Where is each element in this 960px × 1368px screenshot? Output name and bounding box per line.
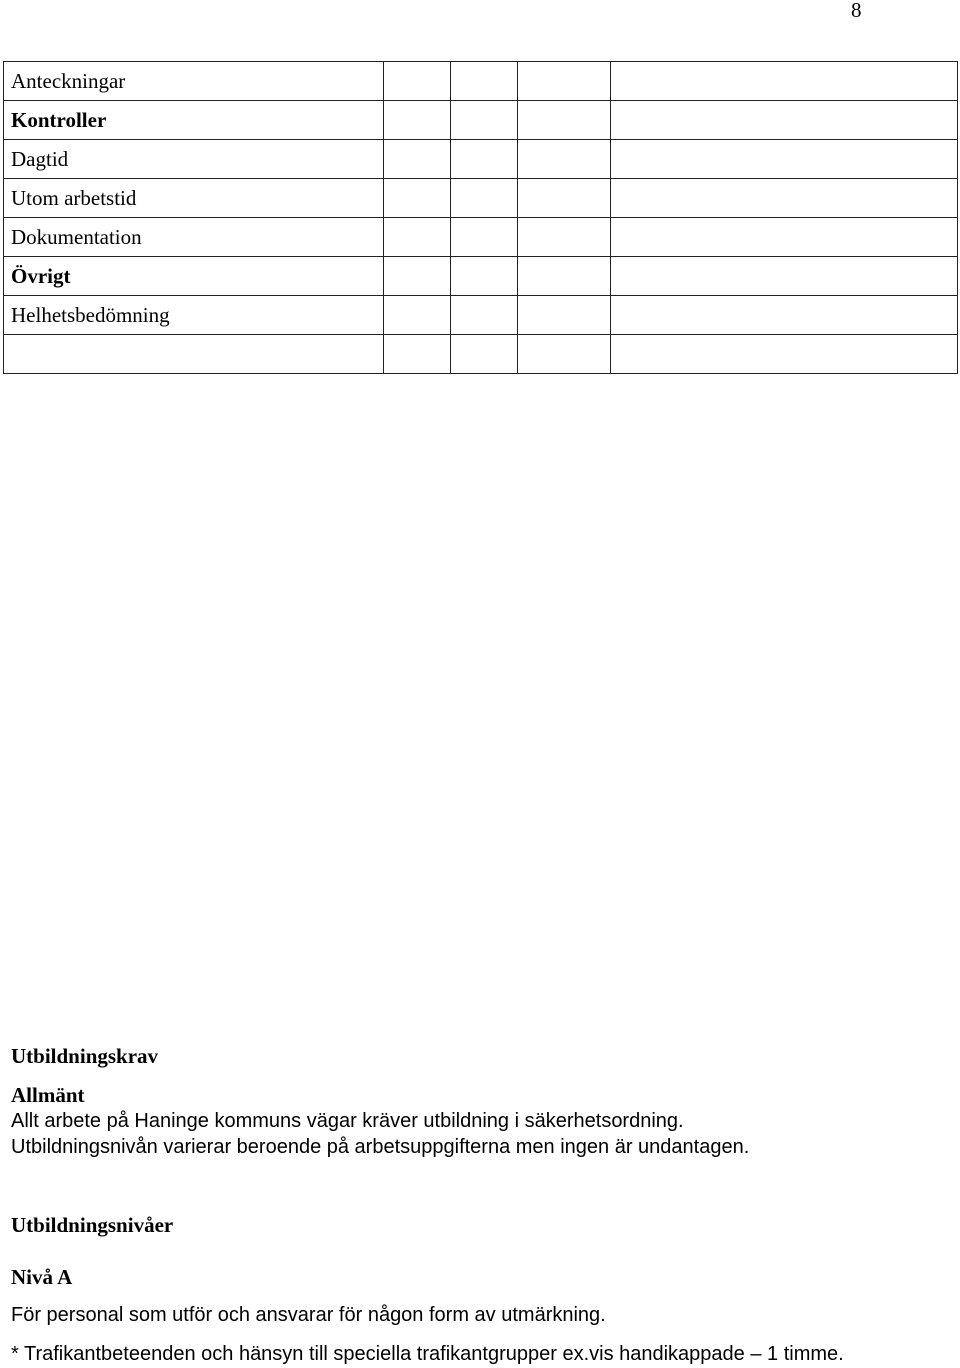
table-row [4, 335, 958, 374]
levels-heading: Utbildningsnivåer [11, 1213, 174, 1237]
empty-cell [518, 179, 611, 218]
empty-cell [451, 62, 518, 101]
empty-cell [611, 140, 958, 179]
row-label: Kontroller [4, 101, 384, 140]
row-label [4, 335, 384, 374]
empty-cell [518, 335, 611, 374]
empty-cell [451, 296, 518, 335]
table-row [4, 140, 958, 179]
empty-cell [611, 101, 958, 140]
page-number: 8 [851, 0, 862, 22]
notes-table [3, 61, 958, 374]
empty-cell [611, 218, 958, 257]
empty-cell [384, 179, 451, 218]
empty-cell [451, 257, 518, 296]
table-row [4, 179, 958, 218]
general-line-1: Allt arbete på Haninge kommuns vägar kräver utbildning i säkerhetsordning. [11, 1110, 684, 1132]
empty-cell [384, 62, 451, 101]
row-label: Anteckningar [4, 62, 384, 101]
empty-cell [451, 335, 518, 374]
table-row [4, 218, 958, 257]
empty-cell [611, 296, 958, 335]
empty-cell [451, 101, 518, 140]
general-heading: Allmänt [11, 1083, 85, 1107]
level-a-item: * Trafikantbeteenden och hänsyn till speciella trafikantgrupper ex.vis handikappade – 1 timme. [11, 1343, 844, 1365]
level-a-text: För personal som utför och ansvarar för någon form av utmärkning. [11, 1304, 606, 1326]
table-row [4, 296, 958, 335]
empty-cell [451, 179, 518, 218]
empty-cell [451, 140, 518, 179]
empty-cell [611, 62, 958, 101]
empty-cell [384, 335, 451, 374]
empty-cell [384, 296, 451, 335]
row-label: Helhetsbedömning [4, 296, 384, 335]
empty-cell [611, 179, 958, 218]
empty-cell [384, 101, 451, 140]
table-row [4, 101, 958, 140]
empty-cell [518, 62, 611, 101]
empty-cell [384, 218, 451, 257]
table-row [4, 257, 958, 296]
training-heading: Utbildningskrav [11, 1044, 159, 1068]
empty-cell [611, 335, 958, 374]
table-row [4, 62, 958, 101]
empty-cell [518, 296, 611, 335]
empty-cell [518, 140, 611, 179]
empty-cell [518, 257, 611, 296]
empty-cell [384, 257, 451, 296]
empty-cell [518, 101, 611, 140]
row-label: Övrigt [4, 257, 384, 296]
empty-cell [384, 140, 451, 179]
row-label: Dokumentation [4, 218, 384, 257]
empty-cell [518, 218, 611, 257]
level-a-heading: Nivå A [11, 1265, 73, 1289]
row-label: Utom arbetstid [4, 179, 384, 218]
general-line-2: Utbildningsnivån varierar beroende på arbetsuppgifterna men ingen är undantagen. [11, 1136, 750, 1158]
row-label: Dagtid [4, 140, 384, 179]
empty-cell [451, 218, 518, 257]
empty-cell [611, 257, 958, 296]
